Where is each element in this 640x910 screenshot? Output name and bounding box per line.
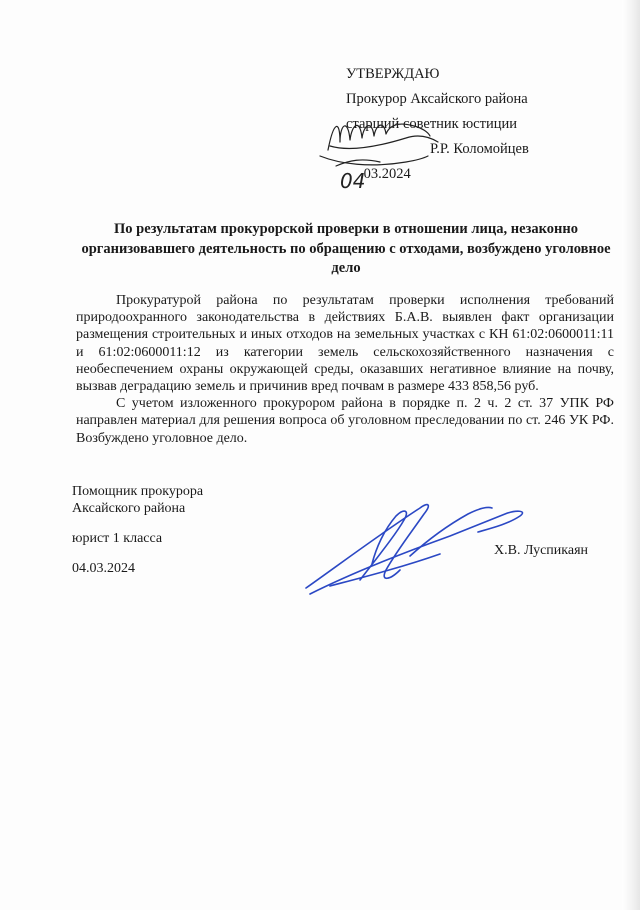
body-paragraph-2: С учетом изложенного прокурором района в порядке п. 2 ч. 2 ст. 37 УПК РФ направлен материал для решения вопроса об уголовном преследовании по ст. 246 УК РФ. Возбуждено уголовное дело. — [76, 396, 614, 446]
approval-position: Прокурор Аксайского района — [346, 91, 528, 107]
approval-heading: УТВЕРЖДАЮ — [346, 66, 440, 82]
approval-name: Р.Р. Коломойцев — [430, 141, 529, 157]
approval-date: .03.2024 — [360, 166, 411, 182]
signer-rank: юрист 1 класса — [72, 531, 163, 546]
signer-date: 04.03.2024 — [72, 560, 135, 576]
document-body — [76, 292, 614, 447]
page-edge-shadow — [622, 0, 640, 910]
approver-signature — [310, 112, 450, 194]
signer-name: Х.В. Луспикаян — [494, 543, 589, 558]
body-paragraph-1: Прокуратурой района по результатам проверки исполнения требований природоохранного законодательства в действиях Б.А.В. выявлен факт организации размещения строительных и иных отходов на земельных участках с КН 61:02:0600011:11 и 61:02:0600011:12 из категории земель сельскохозяйственного назначения с необеспечением охраны окружающей среды, оказавших негативное влияние на почву, вызвав деградацию земель и причинив вред почвам в размере 433 858,56 руб. — [76, 293, 614, 395]
signer-block — [72, 484, 203, 577]
signer-position-1: Помощник прокурора — [72, 484, 204, 499]
document-title: По результатам прокурорской проверки в отношении лица, незаконно организовавшего деятельность по обращению с отходами, возбуждено уголовное дело — [81, 221, 611, 276]
svg-text:04: 04 — [340, 169, 366, 193]
approval-rank: старший советник юстиции — [346, 116, 517, 132]
signer-position-2: Аксайского района — [72, 500, 186, 516]
